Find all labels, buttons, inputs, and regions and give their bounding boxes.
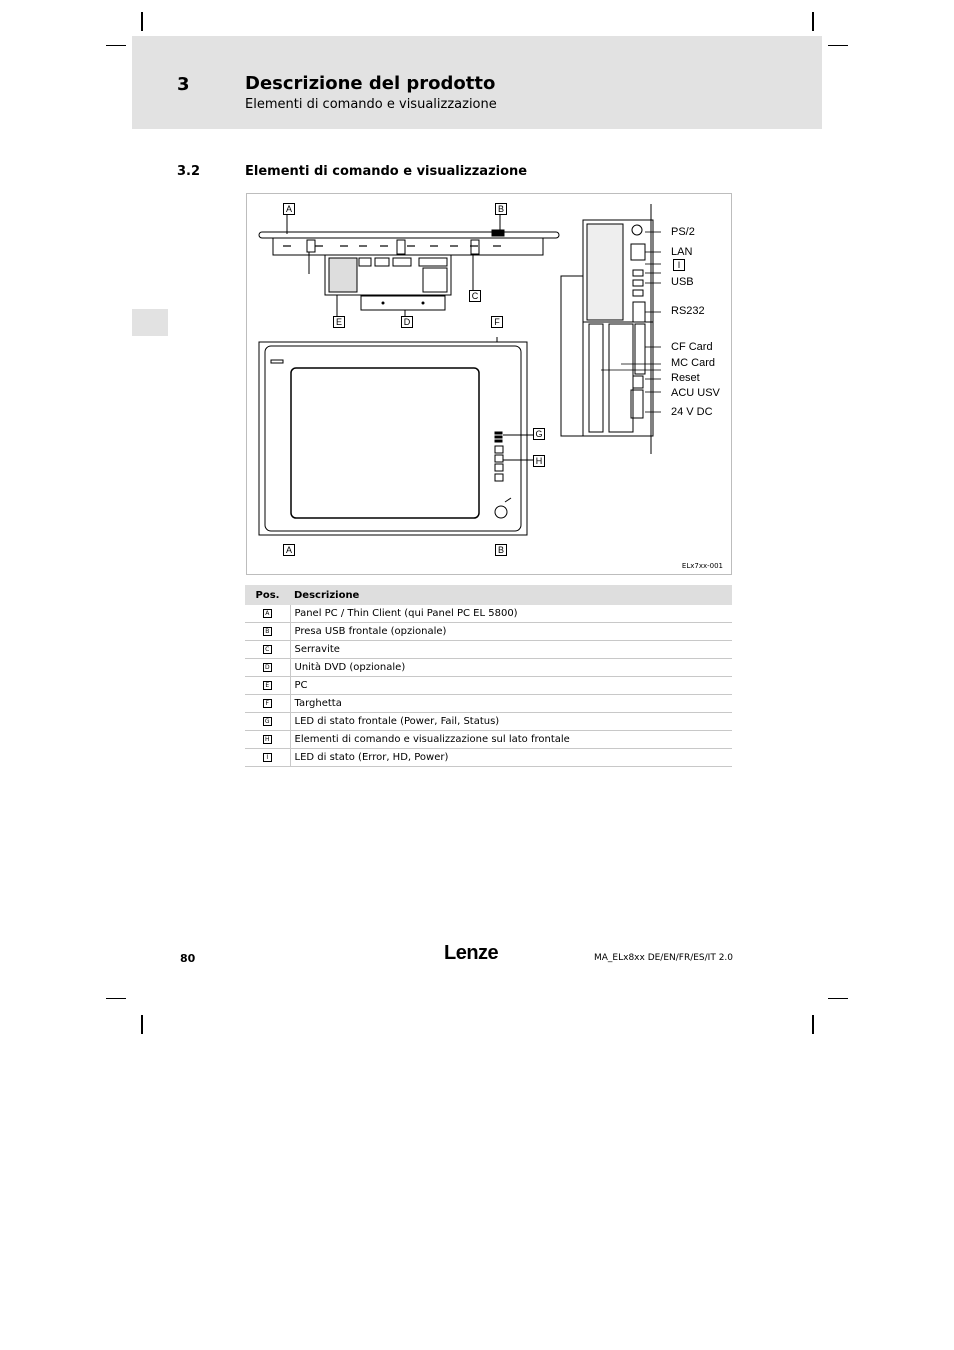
- legend-key: B: [263, 627, 272, 636]
- port-label-24v-dc: 24 V DC: [671, 406, 713, 418]
- legend-key: E: [263, 681, 272, 690]
- crop-mark: [141, 1015, 143, 1034]
- callout-a-bottom: A: [283, 544, 295, 556]
- callout-b-top: B: [495, 203, 507, 215]
- legend-key: F: [263, 699, 272, 708]
- legend-table: [245, 585, 732, 767]
- legend-key: C: [263, 645, 272, 654]
- legend-key: G: [263, 717, 272, 726]
- legend-header-pos: Pos.: [245, 585, 290, 605]
- top-view-drawing: [259, 212, 559, 316]
- callout-f: F: [491, 316, 503, 328]
- port-label-ps2: PS/2: [671, 226, 695, 238]
- legend-text: Unità DVD (opzionale): [290, 659, 732, 677]
- callout-g: G: [533, 428, 545, 440]
- section-number: 3.2: [177, 164, 201, 179]
- legend-text: LED di stato (Error, HD, Power): [290, 749, 732, 767]
- port-label-rs232: RS232: [671, 305, 705, 317]
- callout-c: C: [469, 290, 481, 302]
- port-label-lan: LAN: [671, 246, 693, 258]
- page-number: 80: [180, 952, 196, 965]
- crop-mark: [106, 998, 126, 999]
- legend-text: Serravite: [290, 641, 732, 659]
- port-label-usb: USB: [671, 276, 694, 288]
- crop-mark: [106, 45, 126, 46]
- front-view-drawing: [259, 337, 533, 535]
- legend-text: LED di stato frontale (Power, Fail, Status): [290, 713, 732, 731]
- chapter-subtitle: Elementi di comando e visualizzazione: [245, 97, 497, 112]
- section-title: Elementi di comando e visualizzazione: [245, 164, 528, 179]
- lenze-logo: Lenze: [444, 942, 499, 964]
- table-row: [245, 695, 732, 713]
- callout-b-bottom: B: [495, 544, 507, 556]
- callout-d: D: [401, 316, 413, 328]
- side-view-drawing: [561, 204, 661, 454]
- table-row: [245, 677, 732, 695]
- crop-mark: [828, 45, 848, 46]
- table-row: [245, 731, 732, 749]
- legend-text: PC: [290, 677, 732, 695]
- callout-i: I: [673, 259, 685, 271]
- table-row: [245, 749, 732, 767]
- legend-text: Panel PC / Thin Client (qui Panel PC EL 5800): [290, 605, 732, 623]
- port-label-cf-card: CF Card: [671, 341, 713, 353]
- crop-mark: [812, 1015, 814, 1034]
- legend-key: A: [263, 609, 272, 618]
- legend-key: H: [263, 735, 272, 744]
- device-drawing: [247, 194, 733, 576]
- callout-e: E: [333, 316, 345, 328]
- table-row: [245, 659, 732, 677]
- legend-key: D: [263, 663, 272, 672]
- product-figure: [246, 193, 732, 575]
- callout-a-top: A: [283, 203, 295, 215]
- table-row: [245, 713, 732, 731]
- legend-key: I: [263, 753, 272, 762]
- legend-text: Targhetta: [290, 695, 732, 713]
- doc-reference: MA_ELx8xx DE/EN/FR/ES/IT 2.0: [594, 953, 734, 963]
- legend-header-desc: Descrizione: [290, 585, 732, 605]
- table-row: [245, 623, 732, 641]
- legend-text: Elementi di comando e visualizzazione sul lato frontale: [290, 731, 732, 749]
- legend-header-row: [245, 585, 732, 605]
- table-row: [245, 641, 732, 659]
- chapter-number: 3: [177, 74, 190, 95]
- crop-mark: [812, 12, 814, 31]
- crop-mark: [141, 12, 143, 31]
- crop-mark: [828, 998, 848, 999]
- legend-text: Presa USB frontale (opzionale): [290, 623, 732, 641]
- table-row: [245, 605, 732, 623]
- chapter-title: Descrizione del prodotto: [245, 73, 496, 94]
- port-label-acu-usv: ACU USV: [671, 387, 720, 399]
- callout-h: H: [533, 455, 545, 467]
- figure-id: ELx7xx-001: [681, 562, 723, 570]
- port-label-reset: Reset: [671, 372, 700, 384]
- chapter-side-tab: [132, 309, 168, 336]
- port-label-mc-card: MC Card: [671, 357, 716, 369]
